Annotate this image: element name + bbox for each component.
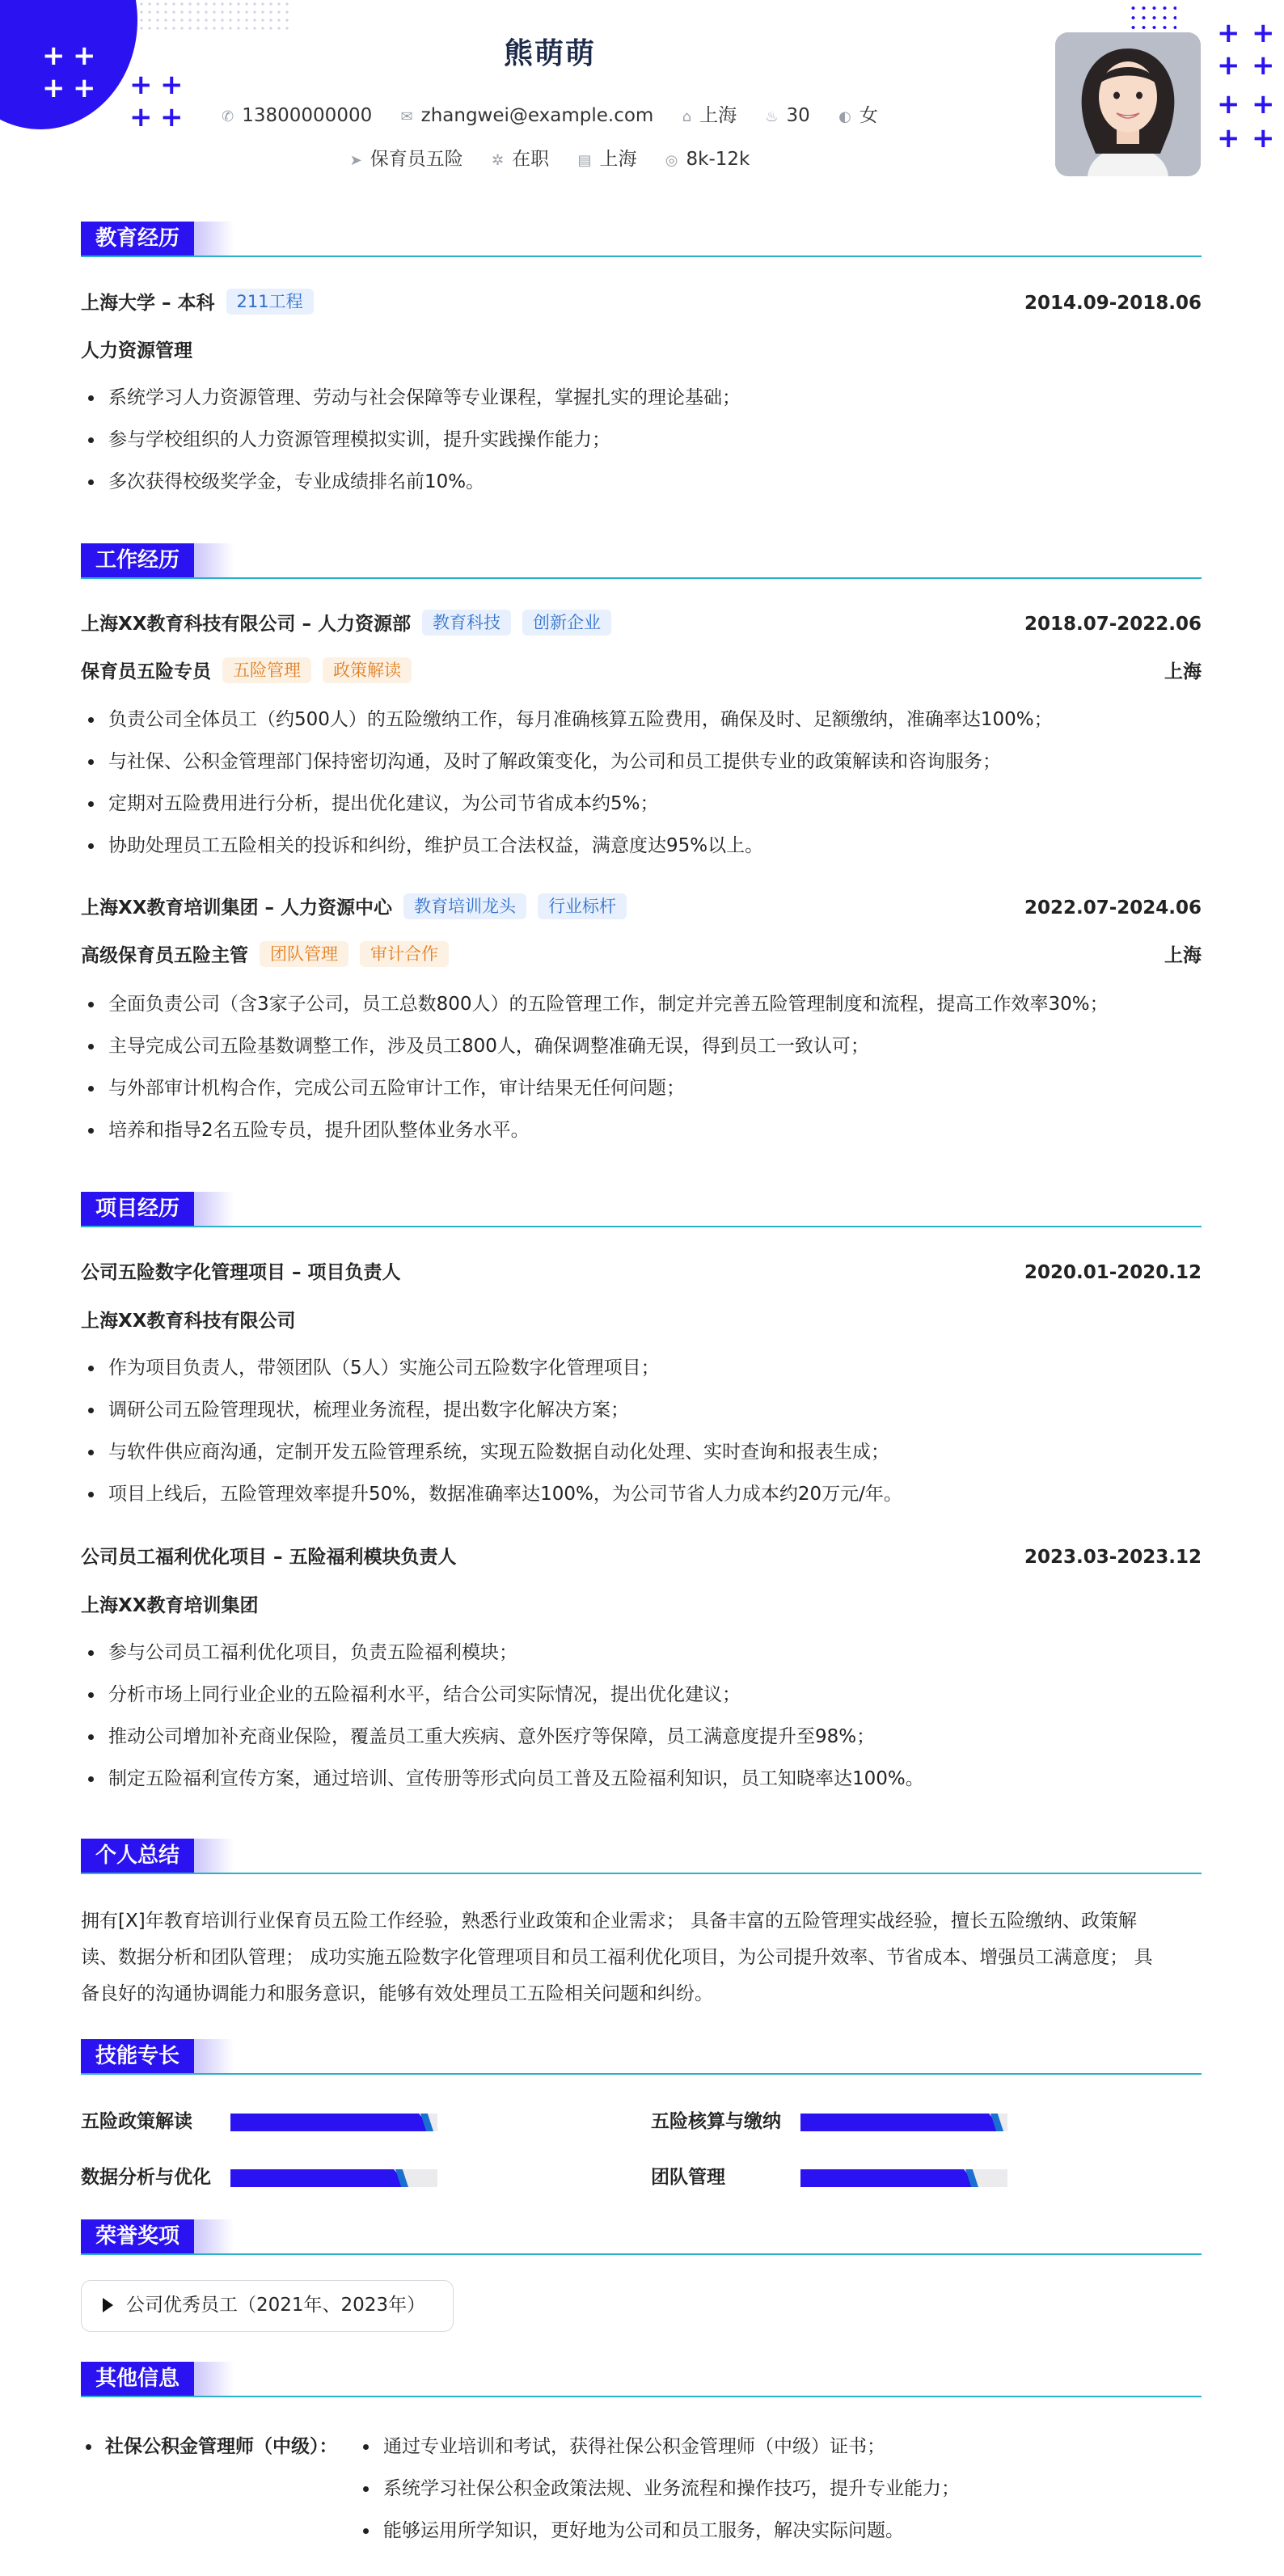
section-title-tail <box>193 1192 234 1226</box>
mail-icon: ✉ <box>400 108 413 125</box>
section-title-tail <box>193 2039 234 2073</box>
list-item: 与社保、公积金管理部门保持密切沟通，及时了解政策变化，为公司和员工提供专业的政策解读和咨询服务； <box>81 741 1202 783</box>
profile-photo <box>1055 32 1201 176</box>
role-tag: 政策解读 <box>323 657 412 683</box>
company-name: 上海XX教育培训集团 – 人力资源中心 <box>81 897 392 918</box>
list-item: 系统学习社保公积金政策法规、业务流程和操作技巧，提升专业能力； <box>356 2468 960 2510</box>
phone-info: ✆ 13800000000 <box>222 105 373 126</box>
skill-bar-fill <box>230 2114 433 2131</box>
project-org-row <box>81 1307 1202 1336</box>
section-divider <box>81 2396 1202 2397</box>
plus-icon: + <box>1217 122 1240 154</box>
plus-icon: + <box>1252 17 1275 49</box>
skill-bar <box>230 2169 437 2187</box>
education-period: 2014.09-2018.06 <box>1024 293 1202 314</box>
plus-icon: + <box>1252 88 1275 120</box>
job-header <box>81 610 1202 639</box>
section-divider <box>81 2253 1202 2255</box>
project-header <box>81 1543 1202 1572</box>
section-divider <box>81 1226 1202 1227</box>
section-title-tail <box>193 543 234 577</box>
job-period: 2018.07-2022.06 <box>1024 614 1202 635</box>
gender-icon: ◐ <box>838 108 851 125</box>
send-icon: ➤ <box>349 152 362 169</box>
status-icon: ✲ <box>492 152 505 169</box>
section-title: 技能专长 <box>81 2039 194 2073</box>
age-info: ♨ 30 <box>765 105 810 126</box>
project-name: 公司员工福利优化项目 – 五险福利模块负责人 <box>81 1547 457 1568</box>
certificate-heading: 社保公积金管理师（中级）： <box>81 2426 338 2468</box>
job-header <box>81 893 1202 923</box>
section-skills <box>81 2039 1202 2076</box>
section-divider <box>81 255 1202 257</box>
list-item: 负责公司全体员工（约500人）的五险缴纳工作，每月准确核算五险费用，确保及时、足额缴纳，准确率达100%； <box>81 699 1202 741</box>
education-header <box>81 289 1202 318</box>
status-info: ✲ 在职 <box>492 149 550 170</box>
plus-icon: + <box>1252 122 1275 154</box>
project-org: 上海XX教育科技有限公司 <box>81 1311 296 1332</box>
job-location: 上海 <box>1164 661 1202 682</box>
section-divider <box>81 577 1202 579</box>
list-item: 主导完成公司五险基数调整工作，涉及员工800人，确保调整准确无误，得到员工一致认可； <box>81 1025 1202 1067</box>
section-projects <box>81 1192 1202 1229</box>
project-period: 2023.03-2023.12 <box>1024 1547 1202 1568</box>
award-toggle[interactable] <box>81 2280 454 2332</box>
contact-info-row <box>0 100 1100 127</box>
section-title: 工作经历 <box>81 543 194 577</box>
major: 人力资源管理 <box>81 340 192 361</box>
skill-bar <box>800 2169 1007 2187</box>
company-tag: 行业标杆 <box>538 893 627 919</box>
role-tag: 审计合作 <box>360 941 449 967</box>
triangle-right-icon <box>103 2298 113 2312</box>
section-honors <box>81 2219 1202 2257</box>
job-period: 2022.07-2024.06 <box>1024 897 1202 918</box>
project-org: 上海XX教育培训集团 <box>81 1595 259 1616</box>
list-item: 参与学校组织的人力资源管理模拟实训，提升实践操作能力； <box>81 419 1202 461</box>
section-other <box>81 2362 1202 2399</box>
list-item: 作为项目负责人，带领团队（5人）实施公司五险数字化管理项目； <box>81 1347 1202 1389</box>
section-divider <box>81 2073 1202 2075</box>
school-tag: 211工程 <box>226 289 314 315</box>
target-city-info: ▤ 上海 <box>577 149 637 170</box>
section-title: 项目经历 <box>81 1192 194 1226</box>
plus-icon: + <box>42 72 65 104</box>
section-title-tail <box>193 1839 234 1873</box>
salary-info: ◎ 8k-12k <box>665 149 750 170</box>
list-item: 与软件供应商沟通，定制开发五险管理系统，实现五险数据自动化处理、实时查询和报表生成； <box>81 1431 1202 1473</box>
list-item: 培养和指导2名五险专员，提升团队整体业务水平。 <box>81 1109 1202 1151</box>
section-work <box>81 543 1202 581</box>
coin-icon: ◎ <box>665 152 678 169</box>
job-location: 上海 <box>1164 945 1202 966</box>
company-tag: 教育培训龙头 <box>403 893 526 919</box>
job-intent-row <box>0 144 1100 171</box>
section-title: 个人总结 <box>81 1839 194 1873</box>
plus-icon: + <box>1252 49 1275 82</box>
list-item: 通过专业培训和考试，获得社保公积金管理师（中级）证书； <box>356 2426 960 2468</box>
role-title: 高级保育员五险主管 <box>81 945 248 966</box>
company-tag: 创新企业 <box>522 610 611 636</box>
plus-icon: + <box>1217 88 1240 120</box>
company-name: 上海XX教育科技有限公司 – 人力资源部 <box>81 614 411 635</box>
plus-icon: + <box>73 72 96 104</box>
list-item: 制定五险福利宣传方案，通过培训、宣传册等形式向员工普及五险福利知识，员工知晓率达100%。 <box>81 1758 1202 1800</box>
role-row <box>81 657 1202 686</box>
job-bullets <box>81 983 1202 1151</box>
plus-icon: + <box>42 40 65 72</box>
list-item: 多次获得校级奖学金，专业成绩排名前10%。 <box>81 461 1202 503</box>
school-name: 上海大学 – 本科 <box>81 293 215 314</box>
plus-icon: + <box>1217 49 1240 82</box>
list-item: 能够运用所学知识，更好地为公司和员工服务，解决实际问题。 <box>356 2510 960 2552</box>
skill-bar <box>800 2114 1007 2131</box>
award-item: 公司优秀员工（2021年、2023年） <box>126 2295 426 2316</box>
role-row <box>81 941 1202 970</box>
list-item: 分析市场上同行业企业的五险福利水平，结合公司实际情况，提出优化建议； <box>81 1674 1202 1716</box>
project-org-row <box>81 1591 1202 1620</box>
project-bullets <box>81 1632 1202 1800</box>
skill-bar-fill <box>800 2169 978 2187</box>
project-name: 公司五险数字化管理项目 – 项目负责人 <box>81 1262 401 1283</box>
skill-bar <box>230 2114 437 2131</box>
section-title-tail <box>193 2362 234 2396</box>
section-education <box>81 222 1202 259</box>
skill-bar-fill <box>230 2169 408 2187</box>
job-bullets <box>81 699 1202 867</box>
education-bullets <box>81 377 1202 503</box>
company-tag: 教育科技 <box>422 610 511 636</box>
major-row <box>81 336 1202 365</box>
project-bullets <box>81 1347 1202 1515</box>
role-tag: 团队管理 <box>260 941 348 967</box>
section-title: 荣誉奖项 <box>81 2219 194 2253</box>
city-info: ⌂ 上海 <box>682 105 737 126</box>
job-target-info: ➤ 保育员五险 <box>349 149 463 170</box>
list-item: 参与公司员工福利优化项目，负责五险福利模块； <box>81 1632 1202 1674</box>
phone-icon: ✆ <box>222 108 234 125</box>
dot-pattern <box>137 0 291 32</box>
list-item: 定期对五险费用进行分析，提出优化建议，为公司节省成本约5%； <box>81 783 1202 825</box>
section-divider <box>81 1873 1202 1874</box>
plus-icon: + <box>129 69 153 101</box>
project-period: 2020.01-2020.12 <box>1024 1262 1202 1283</box>
section-title-tail <box>193 2219 234 2253</box>
email-info: ✉ zhangwei@example.com <box>400 105 654 126</box>
avatar-illustration <box>1055 32 1201 176</box>
list-item: 系统学习人力资源管理、劳动与社会保障等专业课程，掌握扎实的理论基础； <box>81 377 1202 419</box>
plus-icon: + <box>73 40 96 72</box>
role-tag: 五险管理 <box>222 657 311 683</box>
candidate-name: 熊萌萌 <box>503 37 596 70</box>
gender-info: ◐ 女 <box>838 105 878 126</box>
list-item: 项目上线后，五险管理效率提升50%，数据准确率达100%，为公司节省人力成本约20万元/年。 <box>81 1473 1202 1515</box>
section-title-tail <box>193 222 234 255</box>
plus-icon: + <box>129 101 153 133</box>
list-item: 与外部审计机构合作，完成公司五险审计工作，审计结果无任何问题； <box>81 1067 1202 1109</box>
plus-icon: + <box>1217 17 1240 49</box>
section-title: 教育经历 <box>81 222 194 255</box>
list-item: 协助处理员工五险相关的投诉和纠纷，维护员工合法权益，满意度达95%以上。 <box>81 825 1202 867</box>
role-title: 保育员五险专员 <box>81 661 211 682</box>
cake-icon: ♨ <box>765 108 779 125</box>
section-title: 其他信息 <box>81 2362 194 2396</box>
list-item: 全面负责公司（含3家子公司，员工总数800人）的五险管理工作，制定并完善五险管理制度和流程，提高工作效率30%； <box>81 983 1202 1025</box>
list-item: 调研公司五险管理现状，梳理业务流程，提出数字化解决方案； <box>81 1389 1202 1431</box>
section-summary <box>81 1839 1202 1876</box>
plus-icon: + <box>160 69 184 101</box>
home-icon: ⌂ <box>682 108 692 125</box>
building-icon: ▤ <box>577 152 592 169</box>
certificate-bullets <box>356 2426 960 2552</box>
plus-icon: + <box>160 101 184 133</box>
dot-pattern <box>1128 3 1176 31</box>
list-item: 推动公司增加补充商业保险，覆盖员工重大疾病、意外医疗等保障，员工满意度提升至98%； <box>81 1716 1202 1758</box>
project-header <box>81 1258 1202 1287</box>
summary-text: 拥有[X]年教育培训行业保育员五险工作经验，熟悉行业政策和企业需求； 具备丰富的五险管理实战经验，擅长五险缴纳、政策解 读、数据分析和团队管理； 成功实施五险数字化管理项目和员工福利优化项目，为公司提升效率、节省成本、增强员工满意度； 具 备良好的沟通协调能力和服务意识，能够有效处理员工五险相关问题和纠纷。 <box>81 1911 1153 2004</box>
skill-bar-fill <box>800 2114 1003 2131</box>
